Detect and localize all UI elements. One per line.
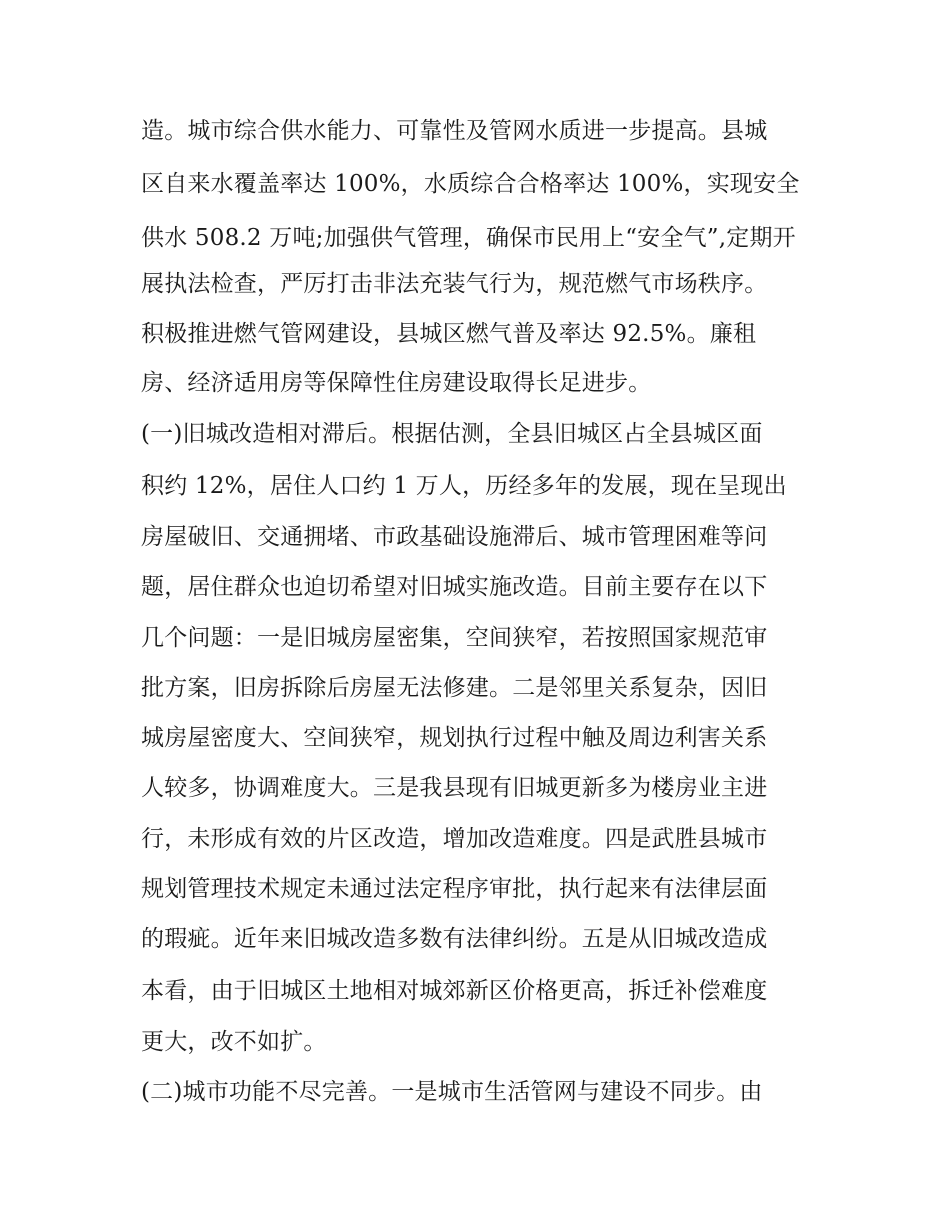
text-line: 行，未形成有效的片区改造，增加改造难度。四是武胜县城市 [141,826,768,852]
text-line: 更大，改不如扩。 [141,1029,327,1055]
text-line: 的瑕疵。近年来旧城改造多数有法律纠纷。五是从旧城改造成 [141,926,768,952]
text-line: 几个问题：一是旧城房屋密集，空间狭窄，若按照国家规范审 [141,625,768,651]
text-line: 积极推进燃气管网建设，县城区燃气普及率达 92.5%。廉租 [141,321,757,347]
text-line: 造。城市综合供水能力、可靠性及管网水质进一步提高。县城 [141,118,768,144]
text-line: 城房屋密度大、空间狭窄，规划执行过程中触及周边利害关系 [141,725,768,751]
text-line: 房、经济适用房等保障性住房建设取得长足进步。 [141,370,652,396]
text-line: 批方案，旧房拆除后房屋无法修建。二是邻里关系复杂，因旧 [141,675,768,701]
text-line: 供水 508.2 万吨;加强供气管理，确保市民用上“安全气”,定期开 [141,225,796,251]
text-line: 规划管理技术规定未通过法定程序审批，执行起来有法律层面 [141,876,768,902]
paragraph-heading-1: (一)旧城改造相对滞后。根据估测，全县旧城区占全县城区面 [141,421,763,447]
text-line: 房屋破旧、交通拥堵、市政基础设施滞后、城市管理困难等问 [141,524,768,550]
text-line: 区自来水覆盖率达 100%，水质综合合格率达 100%，实现安全 [141,171,800,197]
text-line: 展执法检查，严厉打击非法充装气行为，规范燃气市场秩序。 [141,271,768,297]
text-line: 题，居住群众也迫切希望对旧城实施改造。目前主要存在以下 [141,574,768,600]
text-line: 人较多，协调难度大。三是我县现有旧城更新多为楼房业主进 [141,775,768,801]
text-line: 本看，由于旧城区土地相对城郊新区价格更高，拆迁补偿难度 [141,978,768,1004]
text-line: 积约 12%，居住人口约 1 万人，历经多年的发展，现在呈现出 [141,473,787,499]
paragraph-heading-2: (二)城市功能不尽完善。一是城市生活管网与建设不同步。由 [141,1079,763,1105]
